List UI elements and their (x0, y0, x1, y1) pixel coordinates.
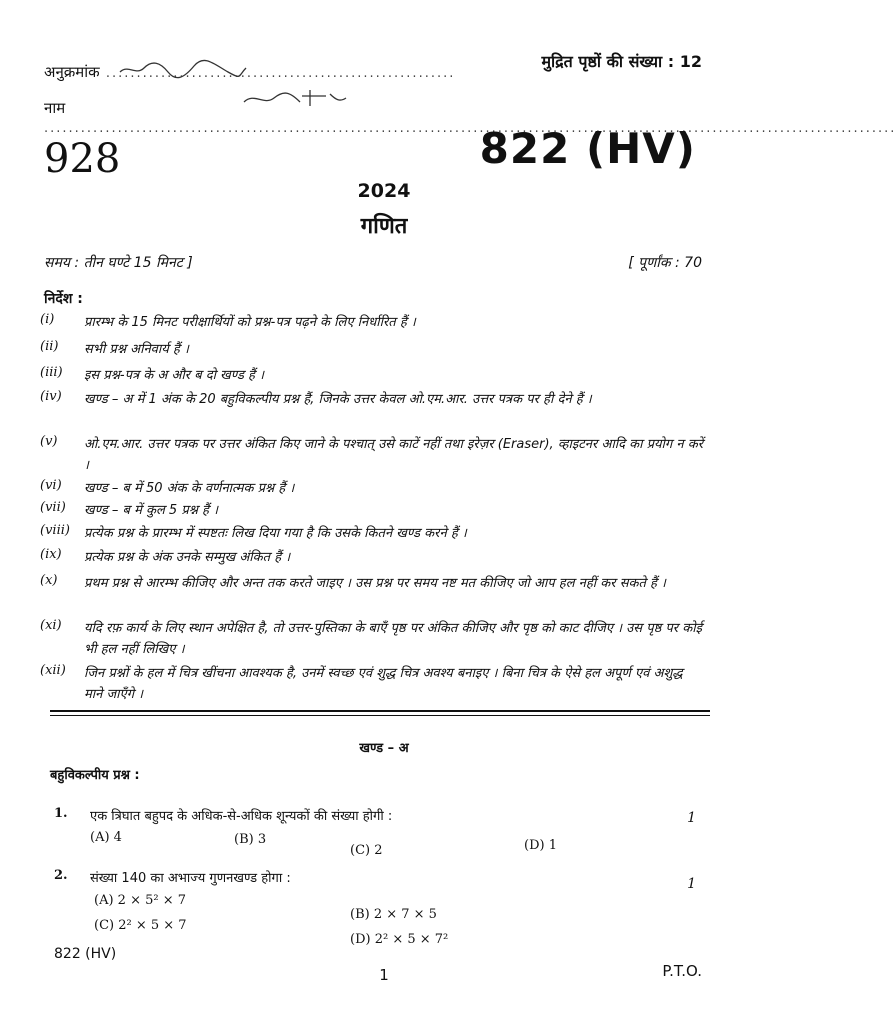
name-label: नाम ........................................................................................................................................... (44, 99, 896, 136)
instruction-item: (xi) यदि रफ़ कार्य के लिए स्थान अपेक्षित है, तो उत्तर-पुस्तिका के बाएँ पृष्ठ पर अंकित कीजिए और पृष्ठ को काट दीजिए । उस पृष्ठ पर कोई भी हल नहीं लिखिए । (40, 618, 702, 657)
section-heading: बहुविकल्पीय प्रश्न : (50, 768, 140, 783)
instruction-item: (v) ओ.एम.आर. उत्तर पत्रक पर उत्तर अंकित किए जाने के पश्चात् उसे काटें नहीं तथा इरेज़र (Eraser), व्हाइटनर आदि का प्रयोग न करें । (40, 434, 704, 473)
code-number: 928 (44, 136, 121, 182)
option-b: (B) 3 (234, 832, 267, 847)
question-text: संख्या 140 का अभाज्य गुणनखण्ड होगा : (90, 871, 291, 886)
max-marks: [ पूर्णांक : 70 (628, 255, 702, 271)
instruction-item: (vi) खण्ड – ब में 50 अंक के वर्णनात्मक प्रश्न हैं । (40, 478, 295, 496)
footer-paper-code: 822 (HV) (54, 946, 117, 962)
subject-title: गणित (360, 214, 408, 239)
option-c: (C) 2 (350, 843, 383, 858)
instruction-item: (iv) खण्ड – अ में 1 अंक के 20 बहुविकल्पीय प्रश्न हैं, जिनके उत्तर केवल ओ.एम.आर. उत्तर पत्रक पर ही देने हैं । (40, 389, 592, 407)
option-d: (D) 2² × 5 × 7² (350, 932, 449, 947)
question-number: 2. (54, 868, 68, 883)
instruction-item: (vii) खण्ड – ब में कुल 5 प्रश्न हैं । (40, 500, 219, 518)
question-marks: 1 (687, 810, 696, 826)
instructions-title: निर्देश : (44, 291, 83, 307)
time-allowed: समय : तीन घण्टे 15 मिनट ] (44, 255, 193, 271)
page-number: 1 (379, 966, 389, 984)
exam-year: 2024 (357, 180, 411, 202)
handwritten-scribble (240, 86, 350, 110)
instruction-item: (x) प्रथम प्रश्न से आरम्भ कीजिए और अन्त तक करते जाइए । उस प्रश्न पर समय नष्ट मत कीजिए जो आप हल नहीं कर सकते हैं । (40, 573, 666, 591)
paper-code: 822 (HV) (479, 124, 696, 173)
instruction-item: (viii) प्रत्येक प्रश्न के प्रारम्भ में स्पष्टतः लिख दिया गया है कि उसके कितने खण्ड करने हैं । (40, 523, 467, 541)
divider (50, 710, 710, 712)
instruction-item: (iii) इस प्रश्न-पत्र के अ और ब दो खण्ड हैं । (40, 365, 265, 383)
instruction-item: (i) प्रारम्भ के 15 मिनट परीक्षार्थियों को प्रश्न-पत्र पढ़ने के लिए निर्धारित हैं । (40, 312, 416, 330)
option-a: (A) 4 (90, 830, 122, 845)
instruction-item: (xii) जिन प्रश्नों के हल में चित्र खींचना आवश्यक है, उनमें स्वच्छ एवं शुद्ध चित्र अवश्य बनाइए । बिना चित्र के ऐसे हल अपूर्ण एवं अशुद्ध माने जाएँगे । (40, 663, 683, 702)
instruction-item: (ix) प्रत्येक प्रश्न के अंक उनके सम्मुख अंकित हैं । (40, 547, 291, 565)
roll-number-label: अनुक्रमांक ......................................................... (44, 63, 456, 81)
printed-pages-count: मुद्रित पृष्ठों की संख्या : 12 (541, 52, 702, 71)
divider (50, 715, 710, 716)
question-number: 1. (54, 806, 68, 821)
section-title: खण्ड – अ (359, 741, 409, 756)
question-text: एक त्रिघात बहुपद के अधिक-से-अधिक शून्यकों की संख्या होगी : (90, 809, 393, 824)
option-a: (A) 2 × 5² × 7 (94, 893, 187, 908)
option-c: (C) 2² × 5 × 7 (94, 918, 187, 933)
instruction-item: (ii) सभी प्रश्न अनिवार्य हैं । (40, 339, 189, 357)
option-b: (B) 2 × 7 × 5 (350, 907, 437, 922)
pto-label: P.T.O. (662, 962, 702, 980)
option-d: (D) 1 (524, 838, 557, 853)
question-marks: 1 (687, 876, 696, 892)
handwritten-scribble (118, 58, 248, 80)
